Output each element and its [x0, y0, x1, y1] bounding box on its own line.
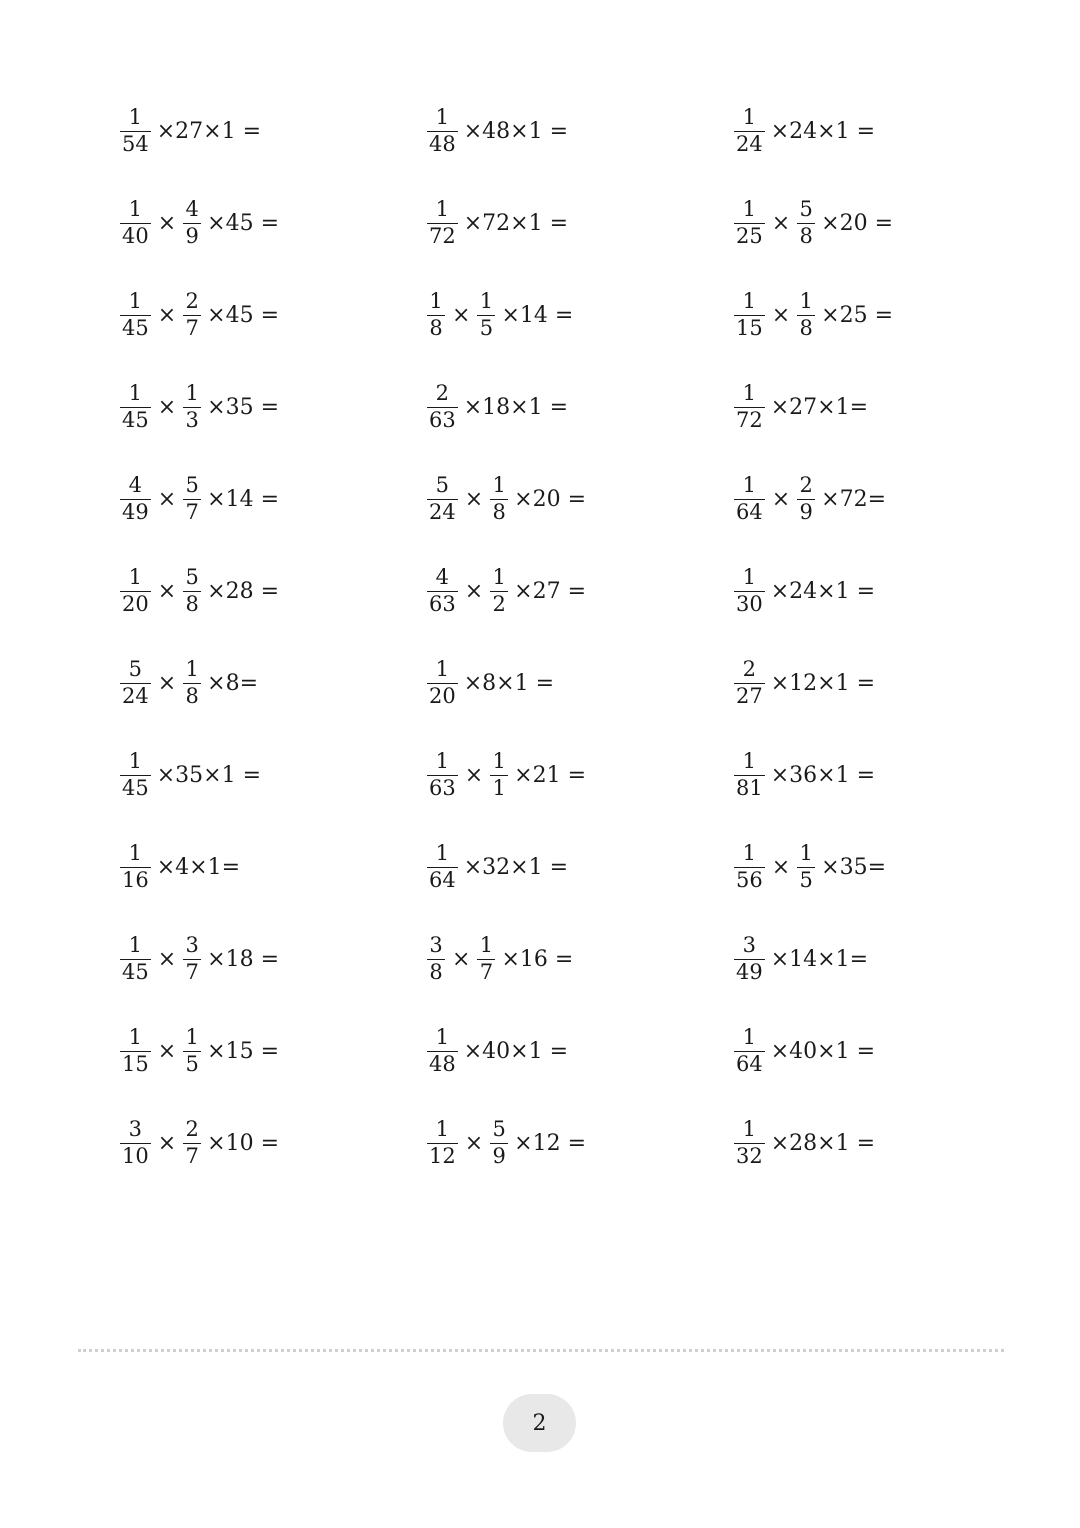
- math-problem: [120, 648, 427, 718]
- fraction: [734, 1118, 765, 1168]
- fraction-numerator: 1: [185, 380, 199, 405]
- fraction-denominator: 8: [797, 223, 815, 248]
- multiply-sign: ×: [157, 302, 177, 328]
- math-problem: [734, 96, 1041, 166]
- math-problem: [734, 556, 1041, 626]
- fraction: [183, 1118, 201, 1168]
- fraction-numerator: 1: [128, 196, 143, 221]
- fraction: [427, 566, 458, 616]
- fraction-numerator: 4: [128, 472, 143, 497]
- fraction-numerator: 1: [742, 196, 757, 221]
- math-problem: [120, 188, 427, 258]
- expression-tail: ×12×1 =: [770, 670, 876, 696]
- fraction-denominator: 45: [122, 316, 149, 340]
- fraction: [490, 1118, 508, 1168]
- fraction: [427, 934, 445, 984]
- expression-tail: ×40×1 =: [463, 1038, 569, 1064]
- fraction-numerator: 3: [128, 1116, 143, 1141]
- multiply-sign: ×: [157, 210, 177, 236]
- fraction-denominator: 15: [736, 316, 763, 340]
- fraction-numerator: 1: [435, 1116, 450, 1141]
- math-problem: [427, 280, 734, 350]
- fraction: [427, 842, 458, 892]
- fraction: [427, 1026, 458, 1076]
- fraction: [120, 290, 151, 340]
- fraction-numerator: 1: [185, 656, 199, 681]
- fraction-denominator: 15: [122, 1052, 149, 1076]
- expression-tail: ×72×1 =: [463, 210, 569, 236]
- fraction: [120, 198, 151, 248]
- fraction: [490, 750, 508, 800]
- fraction-numerator: 1: [435, 196, 450, 221]
- fraction: [734, 474, 765, 524]
- fraction-denominator: 12: [429, 1144, 456, 1168]
- fraction-denominator: 24: [429, 500, 456, 524]
- fraction: [734, 1026, 765, 1076]
- fraction-denominator: 48: [429, 1052, 456, 1076]
- fraction-denominator: 8: [797, 315, 815, 340]
- fraction: [183, 1026, 201, 1076]
- fraction: [797, 842, 815, 892]
- fraction-denominator: 8: [490, 499, 508, 524]
- math-problem: [734, 1108, 1041, 1178]
- fraction-numerator: 1: [435, 748, 450, 773]
- fraction: [427, 750, 458, 800]
- fraction-denominator: 9: [797, 499, 815, 524]
- math-problem: [120, 280, 427, 350]
- fraction-denominator: 32: [736, 1144, 763, 1168]
- fraction: [427, 474, 458, 524]
- multiply-sign: ×: [452, 946, 471, 972]
- problem-grid: [120, 96, 1050, 1200]
- math-problem: [120, 924, 427, 994]
- expression-tail: ×35×1 =: [156, 762, 262, 788]
- math-problem: [734, 280, 1041, 350]
- expression-tail: ×35=: [821, 854, 887, 880]
- expression-tail: ×10 =: [207, 1130, 280, 1156]
- expression-tail: ×14 =: [501, 302, 574, 328]
- expression-tail: ×12 =: [514, 1130, 587, 1156]
- multiply-sign: ×: [771, 210, 791, 236]
- fraction-denominator: 49: [736, 960, 763, 984]
- fraction: [120, 1026, 151, 1076]
- expression-tail: ×18×1 =: [463, 394, 569, 420]
- expression-tail: ×20 =: [514, 486, 587, 512]
- fraction-denominator: 49: [122, 500, 149, 524]
- expression-tail: ×28×1 =: [770, 1130, 876, 1156]
- fraction: [797, 290, 815, 340]
- fraction-numerator: 2: [435, 380, 450, 405]
- fraction-numerator: 1: [742, 564, 757, 589]
- fraction: [183, 934, 201, 984]
- expression-tail: ×27 =: [514, 578, 587, 604]
- fraction-denominator: 64: [736, 1052, 763, 1076]
- fraction-numerator: 1: [128, 380, 143, 405]
- fraction: [120, 382, 151, 432]
- fraction-numerator: 1: [799, 288, 813, 313]
- fraction-denominator: 16: [122, 868, 149, 892]
- math-problem: [120, 832, 427, 902]
- expression-tail: ×48×1 =: [463, 118, 569, 144]
- fraction: [734, 290, 765, 340]
- fraction-numerator: 3: [742, 932, 757, 957]
- expression-tail: ×8=: [207, 670, 259, 696]
- fraction-numerator: 5: [185, 564, 199, 589]
- fraction-denominator: 25: [736, 224, 763, 248]
- expression-tail: ×15 =: [207, 1038, 280, 1064]
- fraction: [734, 566, 765, 616]
- fraction-denominator: 24: [736, 132, 763, 156]
- fraction-denominator: 63: [429, 592, 456, 616]
- fraction: [734, 382, 765, 432]
- fraction-denominator: 72: [429, 224, 456, 248]
- fraction: [120, 1118, 151, 1168]
- multiply-sign: ×: [452, 302, 471, 328]
- fraction: [120, 750, 151, 800]
- fraction: [427, 1118, 458, 1168]
- fraction-denominator: 8: [427, 959, 445, 984]
- fraction-numerator: 3: [185, 932, 199, 957]
- math-problem: [120, 556, 427, 626]
- fraction-numerator: 1: [128, 104, 143, 129]
- math-problem: [427, 648, 734, 718]
- math-problem: [427, 556, 734, 626]
- fraction: [120, 934, 151, 984]
- math-problem: [427, 96, 734, 166]
- expression-tail: ×20 =: [821, 210, 894, 236]
- fraction-denominator: 64: [736, 500, 763, 524]
- expression-tail: ×14×1=: [770, 946, 869, 972]
- math-problem: [734, 464, 1041, 534]
- fraction-numerator: 1: [128, 1024, 143, 1049]
- expression-tail: ×72=: [821, 486, 887, 512]
- expression-tail: ×21 =: [514, 762, 587, 788]
- fraction: [120, 106, 151, 156]
- fraction: [734, 198, 765, 248]
- math-problem: [120, 96, 427, 166]
- fraction: [427, 106, 458, 156]
- fraction: [183, 198, 201, 248]
- fraction-numerator: 3: [429, 932, 443, 957]
- fraction: [734, 750, 765, 800]
- multiply-sign: ×: [771, 486, 791, 512]
- fraction-denominator: 20: [122, 592, 149, 616]
- fraction-numerator: 1: [742, 288, 757, 313]
- fraction-denominator: 9: [183, 223, 201, 248]
- fraction-denominator: 40: [122, 224, 149, 248]
- fraction-numerator: 1: [128, 288, 143, 313]
- multiply-sign: ×: [464, 486, 484, 512]
- expression-tail: ×25 =: [821, 302, 894, 328]
- math-problem: [427, 372, 734, 442]
- expression-tail: ×36×1 =: [770, 762, 876, 788]
- fraction-denominator: 9: [490, 1143, 508, 1168]
- fraction: [477, 290, 495, 340]
- fraction-numerator: 1: [435, 840, 450, 865]
- math-problem: [427, 832, 734, 902]
- fraction-denominator: 7: [183, 1143, 201, 1168]
- multiply-sign: ×: [464, 578, 484, 604]
- multiply-sign: ×: [771, 854, 791, 880]
- fraction-numerator: 2: [185, 288, 199, 313]
- fraction-denominator: 8: [183, 591, 201, 616]
- fraction-numerator: 1: [742, 748, 757, 773]
- dotted-divider: [78, 1349, 1004, 1352]
- fraction: [490, 566, 508, 616]
- fraction-numerator: 1: [742, 380, 757, 405]
- fraction-denominator: 45: [122, 408, 149, 432]
- expression-tail: ×28 =: [207, 578, 280, 604]
- multiply-sign: ×: [157, 670, 177, 696]
- math-problem: [734, 372, 1041, 442]
- page-number: 2: [532, 1410, 547, 1436]
- fraction-numerator: 1: [479, 932, 494, 957]
- expression-tail: ×32×1 =: [463, 854, 569, 880]
- expression-tail: ×27×1 =: [156, 118, 262, 144]
- multiply-sign: ×: [157, 394, 177, 420]
- expression-tail: ×24×1 =: [770, 578, 876, 604]
- fraction-denominator: 45: [122, 960, 149, 984]
- expression-tail: ×4×1=: [156, 854, 241, 880]
- fraction-numerator: 1: [128, 748, 143, 773]
- fraction-denominator: 1: [490, 775, 508, 800]
- fraction-denominator: 5: [477, 315, 495, 340]
- math-problem: [120, 1016, 427, 1086]
- fraction-denominator: 45: [122, 776, 149, 800]
- fraction-numerator: 1: [492, 564, 506, 589]
- fraction-denominator: 64: [429, 868, 456, 892]
- fraction: [183, 474, 201, 524]
- fraction: [490, 474, 508, 524]
- expression-tail: ×27×1=: [770, 394, 869, 420]
- fraction-denominator: 7: [183, 959, 201, 984]
- multiply-sign: ×: [157, 1130, 177, 1156]
- math-problem: [120, 740, 427, 810]
- fraction: [734, 658, 765, 708]
- expression-tail: ×16 =: [501, 946, 574, 972]
- fraction-denominator: 7: [477, 959, 495, 984]
- expression-tail: ×45 =: [207, 210, 280, 236]
- expression-tail: ×8×1 =: [463, 670, 555, 696]
- multiply-sign: ×: [464, 762, 484, 788]
- math-problem: [734, 648, 1041, 718]
- fraction-denominator: 48: [429, 132, 456, 156]
- fraction-denominator: 63: [429, 776, 456, 800]
- math-problem: [427, 740, 734, 810]
- fraction-numerator: 1: [128, 840, 143, 865]
- fraction: [183, 566, 201, 616]
- fraction: [427, 198, 458, 248]
- math-problem: [120, 1108, 427, 1178]
- math-problem: [427, 1108, 734, 1178]
- fraction: [797, 474, 815, 524]
- fraction-numerator: 5: [435, 472, 450, 497]
- math-problem: [427, 924, 734, 994]
- fraction-denominator: 30: [736, 592, 763, 616]
- fraction: [427, 658, 458, 708]
- math-problem: [734, 924, 1041, 994]
- fraction-denominator: 7: [183, 499, 201, 524]
- fraction: [183, 382, 201, 432]
- fraction-numerator: 5: [799, 196, 813, 221]
- math-problem: [734, 1016, 1041, 1086]
- fraction: [183, 658, 201, 708]
- math-problem: [427, 464, 734, 534]
- fraction-numerator: 2: [742, 656, 757, 681]
- fraction: [120, 566, 151, 616]
- fraction-numerator: 1: [742, 1116, 757, 1141]
- fraction-numerator: 1: [742, 472, 757, 497]
- fraction-numerator: 1: [479, 288, 494, 313]
- multiply-sign: ×: [157, 946, 177, 972]
- fraction-denominator: 81: [736, 776, 763, 800]
- math-problem: [427, 1016, 734, 1086]
- fraction-numerator: 1: [742, 104, 757, 129]
- fraction-numerator: 5: [185, 472, 199, 497]
- math-problem: [734, 740, 1041, 810]
- fraction-denominator: 27: [736, 684, 763, 708]
- fraction-numerator: 1: [435, 1024, 450, 1049]
- fraction-denominator: 10: [122, 1144, 149, 1168]
- fraction-numerator: 1: [742, 1024, 757, 1049]
- fraction-denominator: 63: [429, 408, 456, 432]
- multiply-sign: ×: [464, 1130, 484, 1156]
- fraction-numerator: 2: [799, 472, 813, 497]
- fraction-numerator: 1: [492, 748, 506, 773]
- math-problem: [427, 188, 734, 258]
- expression-tail: ×35 =: [207, 394, 280, 420]
- fraction-numerator: 5: [128, 656, 143, 681]
- fraction: [120, 474, 151, 524]
- fraction: [734, 842, 765, 892]
- fraction-numerator: 1: [429, 288, 443, 313]
- fraction-numerator: 1: [435, 104, 450, 129]
- fraction: [797, 198, 815, 248]
- fraction: [427, 382, 458, 432]
- fraction-denominator: 20: [429, 684, 456, 708]
- math-problem: [120, 372, 427, 442]
- expression-tail: ×18 =: [207, 946, 280, 972]
- fraction-denominator: 72: [736, 408, 763, 432]
- fraction-numerator: 2: [185, 1116, 199, 1141]
- fraction-denominator: 8: [183, 683, 201, 708]
- fraction-denominator: 8: [427, 315, 445, 340]
- expression-tail: ×45 =: [207, 302, 280, 328]
- fraction-numerator: 1: [185, 1024, 199, 1049]
- fraction-numerator: 5: [492, 1116, 506, 1141]
- expression-tail: ×24×1 =: [770, 118, 876, 144]
- expression-tail: ×14 =: [207, 486, 280, 512]
- page-number-badge: [503, 1394, 576, 1452]
- math-problem: [734, 832, 1041, 902]
- fraction: [734, 934, 765, 984]
- math-problem: [734, 188, 1041, 258]
- multiply-sign: ×: [771, 302, 791, 328]
- multiply-sign: ×: [157, 1038, 177, 1064]
- fraction-denominator: 3: [183, 407, 201, 432]
- fraction-numerator: 4: [435, 564, 450, 589]
- fraction-denominator: 2: [490, 591, 508, 616]
- expression-tail: ×40×1 =: [770, 1038, 876, 1064]
- fraction: [183, 290, 201, 340]
- fraction-numerator: 1: [742, 840, 757, 865]
- fraction-denominator: 24: [122, 684, 149, 708]
- fraction-numerator: 1: [435, 656, 450, 681]
- fraction-numerator: 4: [185, 196, 199, 221]
- fraction-denominator: 5: [183, 1051, 201, 1076]
- multiply-sign: ×: [157, 578, 177, 604]
- fraction-numerator: 1: [128, 564, 143, 589]
- multiply-sign: ×: [157, 486, 177, 512]
- math-problem: [120, 464, 427, 534]
- fraction: [120, 842, 151, 892]
- fraction: [734, 106, 765, 156]
- fraction-numerator: 1: [128, 932, 143, 957]
- fraction-denominator: 54: [122, 132, 149, 156]
- fraction: [477, 934, 495, 984]
- fraction-denominator: 5: [797, 867, 815, 892]
- fraction-numerator: 1: [492, 472, 506, 497]
- fraction: [120, 658, 151, 708]
- fraction: [427, 290, 445, 340]
- fraction-numerator: 1: [799, 840, 813, 865]
- fraction-denominator: 7: [183, 315, 201, 340]
- fraction-denominator: 56: [736, 868, 763, 892]
